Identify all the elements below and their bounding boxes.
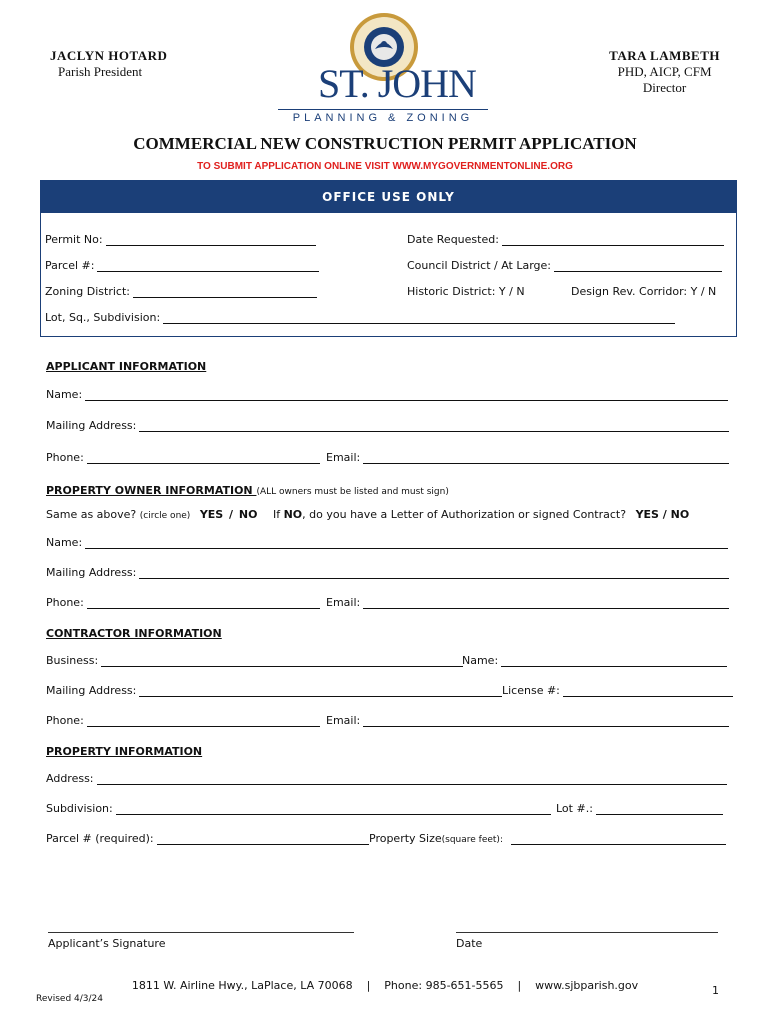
property-size-field[interactable] (369, 832, 726, 845)
owner-mailing-label: Mailing Address: (46, 566, 137, 579)
contractor-license-field[interactable] (502, 684, 733, 697)
applicant-email-label: Email: (326, 451, 361, 464)
logo-main-text: ST. JOHN (318, 61, 476, 106)
applicant-phone-field[interactable] (46, 451, 320, 464)
contractor-email-field[interactable] (326, 714, 729, 727)
applicant-heading: APPLICANT INFORMATION (46, 360, 207, 373)
date-signature-label: Date (456, 937, 483, 950)
owner-email-label: Email: (326, 596, 361, 609)
owner-heading-note: (ALL owners must be listed and must sign) (256, 487, 449, 497)
permit-no-field[interactable] (45, 233, 316, 246)
circle-one-note: (circle one) (139, 511, 191, 521)
contractor-name-label: Name: (462, 654, 499, 667)
letter-auth-yes-no[interactable]: YES / NO (635, 508, 690, 521)
president-title: Parish President (58, 64, 143, 79)
property-lot-label: Lot #.: (556, 802, 593, 815)
owner-phone-field[interactable] (46, 596, 320, 609)
st-john-logo (278, 62, 490, 128)
applicant-phone-label: Phone: (46, 451, 84, 464)
office-use-heading: OFFICE USE ONLY (41, 181, 736, 213)
contractor-business-label: Business: (46, 654, 99, 667)
property-subdivision-label: Subdivision: (46, 802, 113, 815)
date-requested-label: Date Requested: (407, 233, 499, 246)
owner-email-field[interactable] (326, 596, 729, 609)
permit-no-label: Permit No: (45, 233, 103, 246)
date-signature-line[interactable] (456, 932, 718, 933)
contractor-phone-field[interactable] (46, 714, 320, 727)
lot-sq-label: Lot, Sq., Subdivision: (45, 311, 161, 324)
office-use-box (40, 180, 737, 337)
if-no-rest: , do you have a Letter of Authorization or signed Contract? (302, 508, 627, 521)
owner-heading: PROPERTY OWNER INFORMATION (46, 484, 257, 497)
historic-district-label: Historic District: Y / N (407, 285, 525, 298)
online-submit-note: TO SUBMIT APPLICATION ONLINE VISIT WWW.MYGOVERNMENTONLINE.ORG (197, 161, 573, 172)
owner-phone-label: Phone: (46, 596, 84, 609)
property-size-label: Property Size (369, 832, 442, 845)
property-address-label: Address: (46, 772, 94, 785)
contractor-license-label: License #: (502, 684, 560, 697)
property-size-note: (square feet): (441, 835, 503, 845)
same-as-label: Same as above? (46, 508, 140, 521)
revised-date: Revised 4/3/24 (36, 994, 103, 1004)
applicant-name-field[interactable] (46, 388, 728, 401)
same-as-yes-no[interactable]: YES / NO (199, 508, 258, 521)
council-district-field[interactable] (407, 259, 722, 272)
date-requested-field[interactable] (407, 233, 724, 246)
design-rev-label: Design Rev. Corridor: Y / N (571, 285, 717, 298)
footer-contact: 1811 W. Airline Hwy., LaPlace, LA 70068 | Phone: 985-651-5565 | www.sjbparish.gov (131, 979, 639, 992)
logo-sub-text: PLANNING & ZONING (292, 112, 474, 124)
applicant-name-label: Name: (46, 388, 83, 401)
applicant-mailing-field[interactable] (46, 419, 729, 432)
owner-same-as-row (46, 508, 689, 521)
property-subdivision-field[interactable] (46, 802, 551, 815)
director-title: Director (642, 80, 687, 95)
property-parcel-field[interactable] (46, 832, 369, 845)
owner-mailing-field[interactable] (46, 566, 729, 579)
owner-name-label: Name: (46, 536, 83, 549)
council-district-label: Council District / At Large: (407, 259, 552, 272)
director-block (609, 48, 720, 96)
page-number: 1 (712, 984, 719, 997)
owner-name-field[interactable] (46, 536, 728, 549)
applicant-mailing-label: Mailing Address: (46, 419, 137, 432)
zoning-district-field[interactable] (45, 285, 317, 298)
applicant-email-field[interactable] (326, 451, 729, 464)
property-heading: PROPERTY INFORMATION (46, 745, 203, 758)
director-name: TARA LAMBETH (609, 48, 720, 63)
owner-heading-row (46, 484, 449, 497)
page-title: COMMERCIAL NEW CONSTRUCTION PERMIT APPLICATION (133, 134, 637, 153)
if-no-label: If (272, 508, 284, 521)
president-name: JACLYN HOTARD (50, 48, 168, 63)
president-block (50, 48, 167, 80)
property-parcel-label: Parcel # (required): (46, 832, 154, 845)
historic-district-field[interactable] (407, 285, 525, 298)
applicant-signature-line[interactable] (48, 932, 354, 933)
logo-rule (278, 109, 488, 110)
contractor-mailing-field[interactable] (46, 684, 502, 697)
property-address-field[interactable] (46, 772, 727, 785)
property-lot-field[interactable] (556, 802, 723, 815)
design-rev-corridor-field[interactable] (571, 285, 716, 298)
contractor-business-field[interactable] (46, 654, 463, 667)
contractor-email-label: Email: (326, 714, 361, 727)
contractor-heading: CONTRACTOR INFORMATION (46, 627, 222, 640)
director-credentials: PHD, AICP, CFM (617, 64, 712, 79)
contractor-phone-label: Phone: (46, 714, 84, 727)
office-parcel-field[interactable] (45, 259, 319, 272)
contractor-mailing-label: Mailing Address: (46, 684, 137, 697)
contractor-name-field[interactable] (462, 654, 727, 667)
applicant-signature-label: Applicant’s Signature (48, 937, 166, 950)
if-no-bold: NO (283, 508, 303, 521)
office-parcel-label: Parcel #: (45, 259, 95, 272)
lot-sq-subdivision-field[interactable] (45, 311, 675, 324)
zoning-district-label: Zoning District: (45, 285, 130, 298)
